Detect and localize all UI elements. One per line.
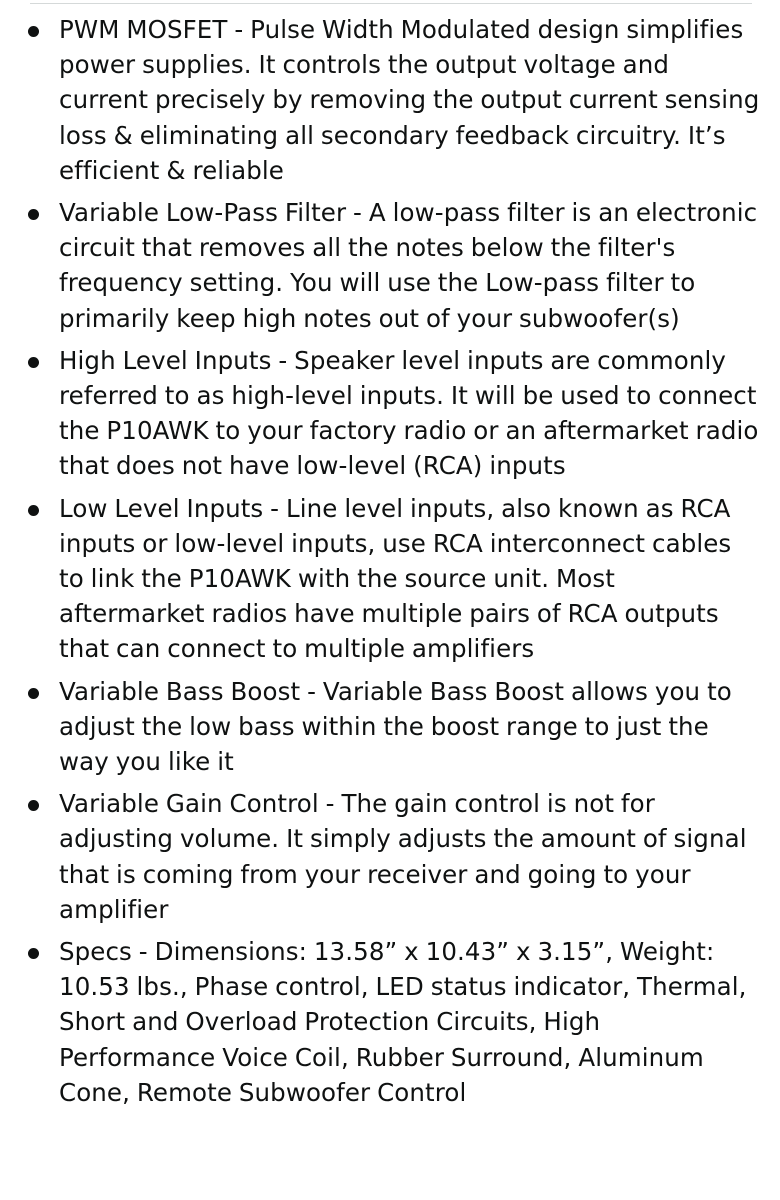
bullet-dot-icon — [28, 505, 39, 516]
feature-bullet-list — [0, 12, 780, 1117]
feature-bullet-gain-control — [0, 786, 780, 927]
bullet-dot-icon — [28, 357, 39, 368]
section-divider — [30, 3, 752, 4]
feature-text: Specs - Dimensions: 13.58” x 10.43” x 3.15”, Weight: 10.53 lbs., Phase control, LED status indicator, Thermal, Short and Overload Protection Circuits, High Performance Voice Coil, Rubber Surround, Aluminum Cone, Remote Subwoofer Control — [59, 937, 747, 1107]
feature-text: High Level Inputs - Speaker level inputs are commonly referred to as high-level inputs. It will be used to connect the P10AWK to your factory radio or an aftermarket radio that does not have low-level (RCA) inputs — [59, 345, 759, 481]
feature-bullet-low-level-inputs — [0, 491, 780, 667]
feature-text: Variable Low-Pass Filter - A low-pass filter is an electronic circuit that removes all the notes below the filter's frequency setting. You will use the Low-pass filter to primarily keep high notes out of your subwoofer(s) — [59, 198, 758, 333]
feature-bullet-low-pass-filter — [0, 195, 780, 336]
feature-text: Low Level Inputs - Line level inputs, also known as RCA inputs or low-level inputs, use RCA interconnect cables to link the P10AWK with the source unit. Most aftermarket radios have multiple pairs of RCA outputs that can connect to multiple amplifiers — [59, 493, 732, 664]
feature-bullet-high-level-inputs — [0, 343, 780, 484]
feature-text: Variable Bass Boost - Variable Bass Boost allows you to adjust the low bass within the boost range to just the way you like it — [59, 676, 732, 777]
bullet-dot-icon — [28, 688, 39, 699]
bullet-dot-icon — [28, 948, 39, 959]
feature-text: Variable Gain Control - The gain control is not for adjusting volume. It simply adjusts the amount of signal that is coming from your receiver and going to your amplifier — [59, 789, 747, 924]
bullet-dot-icon — [28, 26, 39, 37]
feature-bullet-specs — [0, 934, 780, 1110]
bullet-dot-icon — [28, 209, 39, 220]
bullet-dot-icon — [28, 800, 39, 811]
feature-bullet-bass-boost — [0, 674, 780, 780]
feature-bullet-pwm-mosfet — [0, 12, 780, 188]
feature-text: PWM MOSFET - Pulse Width Modulated design simplifies power supplies. It controls the output voltage and current precisely by removing the output current sensing loss & eliminating all secondary feedback circuitry. It’s efficient & reliable — [59, 15, 760, 185]
